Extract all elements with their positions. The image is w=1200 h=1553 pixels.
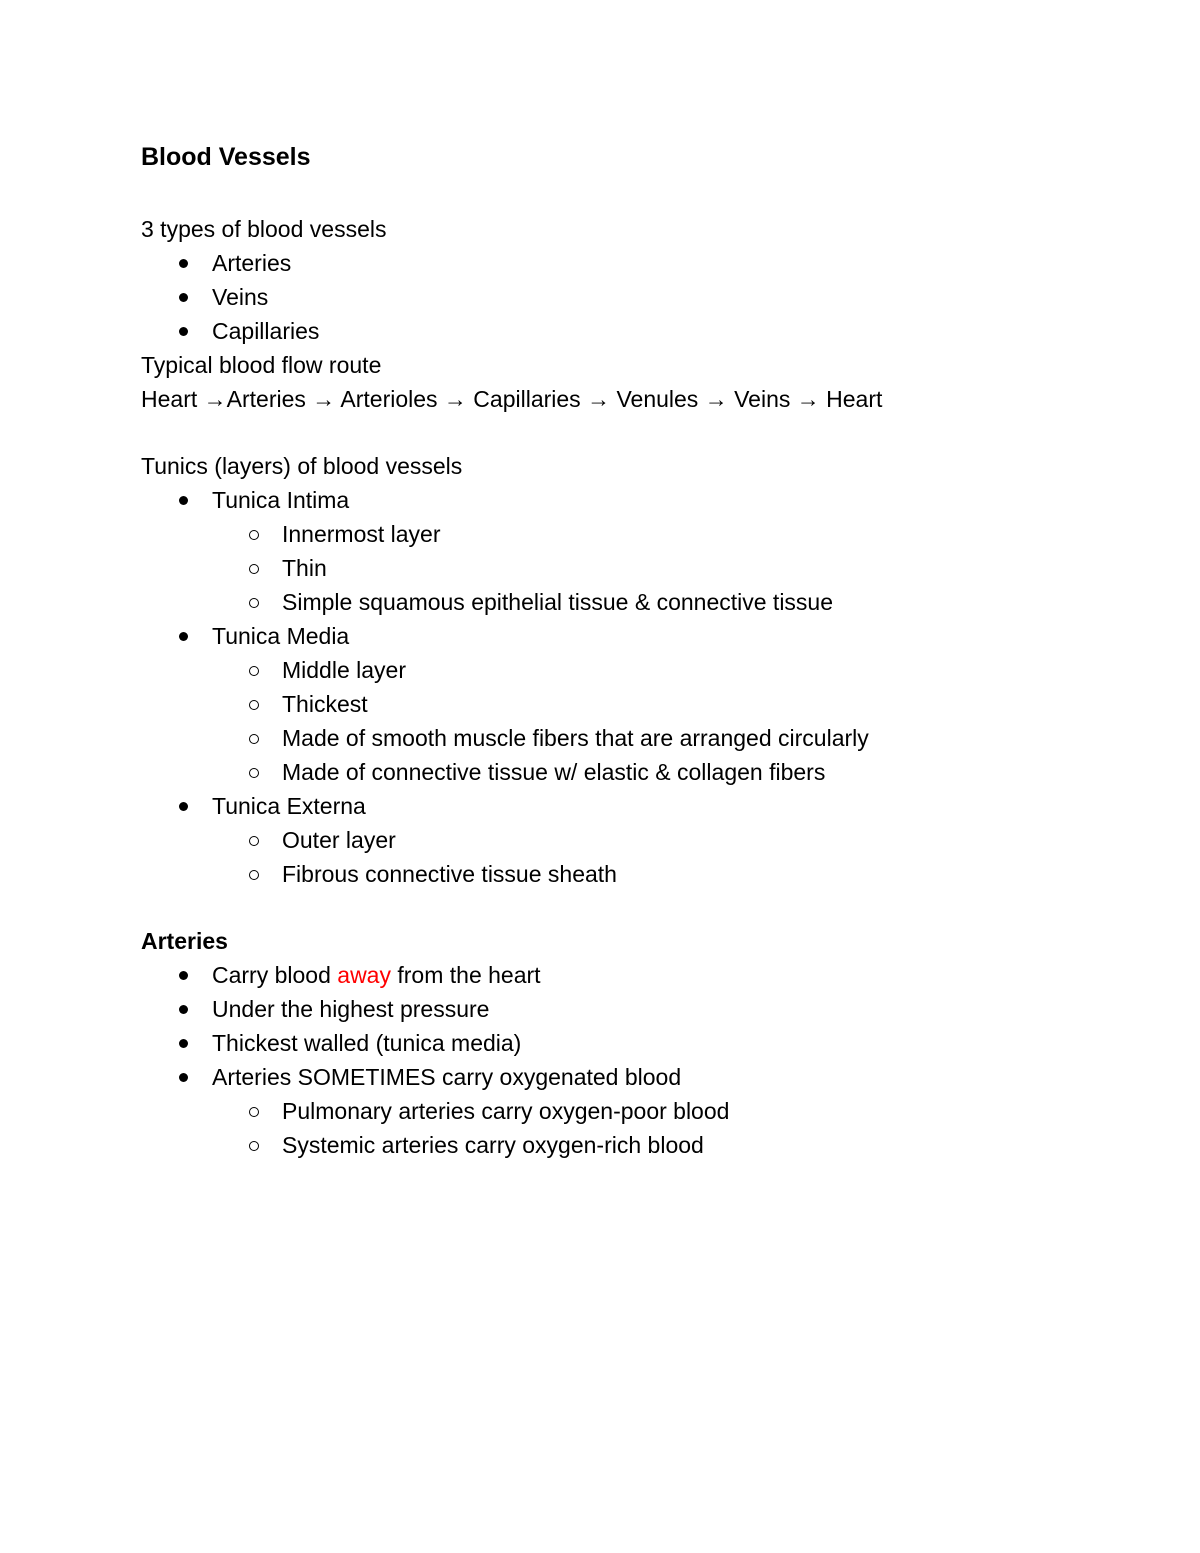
sub-list-item-label: Made of connective tissue w/ elastic & collagen fibers (282, 759, 826, 785)
bullet-icon (179, 293, 188, 302)
hollow-bullet-icon (249, 598, 259, 608)
list-item (141, 246, 1141, 280)
sub-list-item-label: Pulmonary arteries carry oxygen-poor blood (282, 1098, 730, 1124)
list-item-label: Tunica Intima (212, 487, 350, 513)
hollow-bullet-icon (249, 836, 259, 846)
carry-before: Carry blood (212, 962, 338, 988)
list-item-label: Under the highest pressure (212, 996, 490, 1022)
list-item (141, 992, 1141, 1026)
list-item-label: Tunica Externa (212, 793, 366, 819)
hollow-bullet-icon (249, 870, 259, 880)
list-item-label: Tunica Media (212, 623, 350, 649)
page-title: Blood Vessels (141, 143, 311, 171)
list-item-label: Arteries SOMETIMES carry oxygenated blood (212, 1064, 682, 1090)
sub-list-item-label: Middle layer (282, 657, 406, 683)
list-item-label: Thickest walled (tunica media) (212, 1030, 522, 1056)
bullet-icon (179, 496, 188, 505)
list-item (141, 314, 1141, 348)
sub-list-item (141, 653, 1141, 687)
carry-after: from the heart (390, 962, 541, 988)
bullet-icon (179, 1073, 188, 1082)
spacer (141, 891, 1141, 924)
bullet-icon (179, 259, 188, 268)
bullet-icon (179, 1039, 188, 1048)
sub-list-item-label: Innermost layer (282, 521, 441, 547)
tunics-heading: Tunics (layers) of blood vessels (141, 453, 463, 479)
list-item (141, 958, 1141, 992)
flow-heading: Typical blood flow route (141, 352, 382, 378)
bullet-icon (179, 327, 188, 336)
sub-list-item (141, 585, 1141, 619)
sub-list-item (141, 1128, 1141, 1162)
hollow-bullet-icon (249, 768, 259, 778)
hollow-bullet-icon (249, 734, 259, 744)
bullet-icon (179, 971, 188, 980)
types-heading: 3 types of blood vessels (141, 216, 387, 242)
sub-list-item (141, 687, 1141, 721)
sub-list-item (141, 823, 1141, 857)
sub-list-item (141, 551, 1141, 585)
list-item (141, 1060, 1141, 1094)
hollow-bullet-icon (249, 564, 259, 574)
bullet-icon (179, 1005, 188, 1014)
spacer (141, 416, 1141, 449)
list-item-label: Arteries (212, 250, 292, 276)
spacer (141, 176, 1141, 212)
sub-list-item (141, 1094, 1141, 1128)
list-item (141, 1026, 1141, 1060)
sub-list-item-label: Simple squamous epithelial tissue & connective tissue (282, 589, 834, 615)
sub-list-item-label: Outer layer (282, 827, 396, 853)
sub-list-item (141, 755, 1141, 789)
hollow-bullet-icon (249, 666, 259, 676)
hollow-bullet-icon (249, 1141, 259, 1151)
list-item-label: Capillaries (212, 318, 320, 344)
list-item (141, 619, 1141, 653)
list-item-label: Veins (212, 284, 269, 310)
arteries-heading: Arteries (141, 928, 228, 954)
list-item (141, 280, 1141, 314)
sub-list-item (141, 721, 1141, 755)
sub-list-item-label: Systemic arteries carry oxygen-rich blood (282, 1132, 704, 1158)
list-item-label (212, 962, 541, 988)
highlight-word: away (337, 962, 391, 988)
bullet-icon (179, 802, 188, 811)
document-page (141, 138, 1141, 1162)
sub-list-item (141, 517, 1141, 551)
hollow-bullet-icon (249, 1107, 259, 1117)
sub-list-item-label: Thickest (282, 691, 368, 717)
flow-route: Heart →Arteries → Arterioles → Capillaries → Venules → Veins → Heart (141, 386, 883, 412)
sub-list-item-label: Made of smooth muscle fibers that are arranged circularly (282, 725, 869, 751)
sub-list-item (141, 857, 1141, 891)
list-item (141, 789, 1141, 823)
bullet-icon (179, 632, 188, 641)
hollow-bullet-icon (249, 530, 259, 540)
hollow-bullet-icon (249, 700, 259, 710)
list-item (141, 483, 1141, 517)
sub-list-item-label: Fibrous connective tissue sheath (282, 861, 617, 887)
sub-list-item-label: Thin (282, 555, 327, 581)
